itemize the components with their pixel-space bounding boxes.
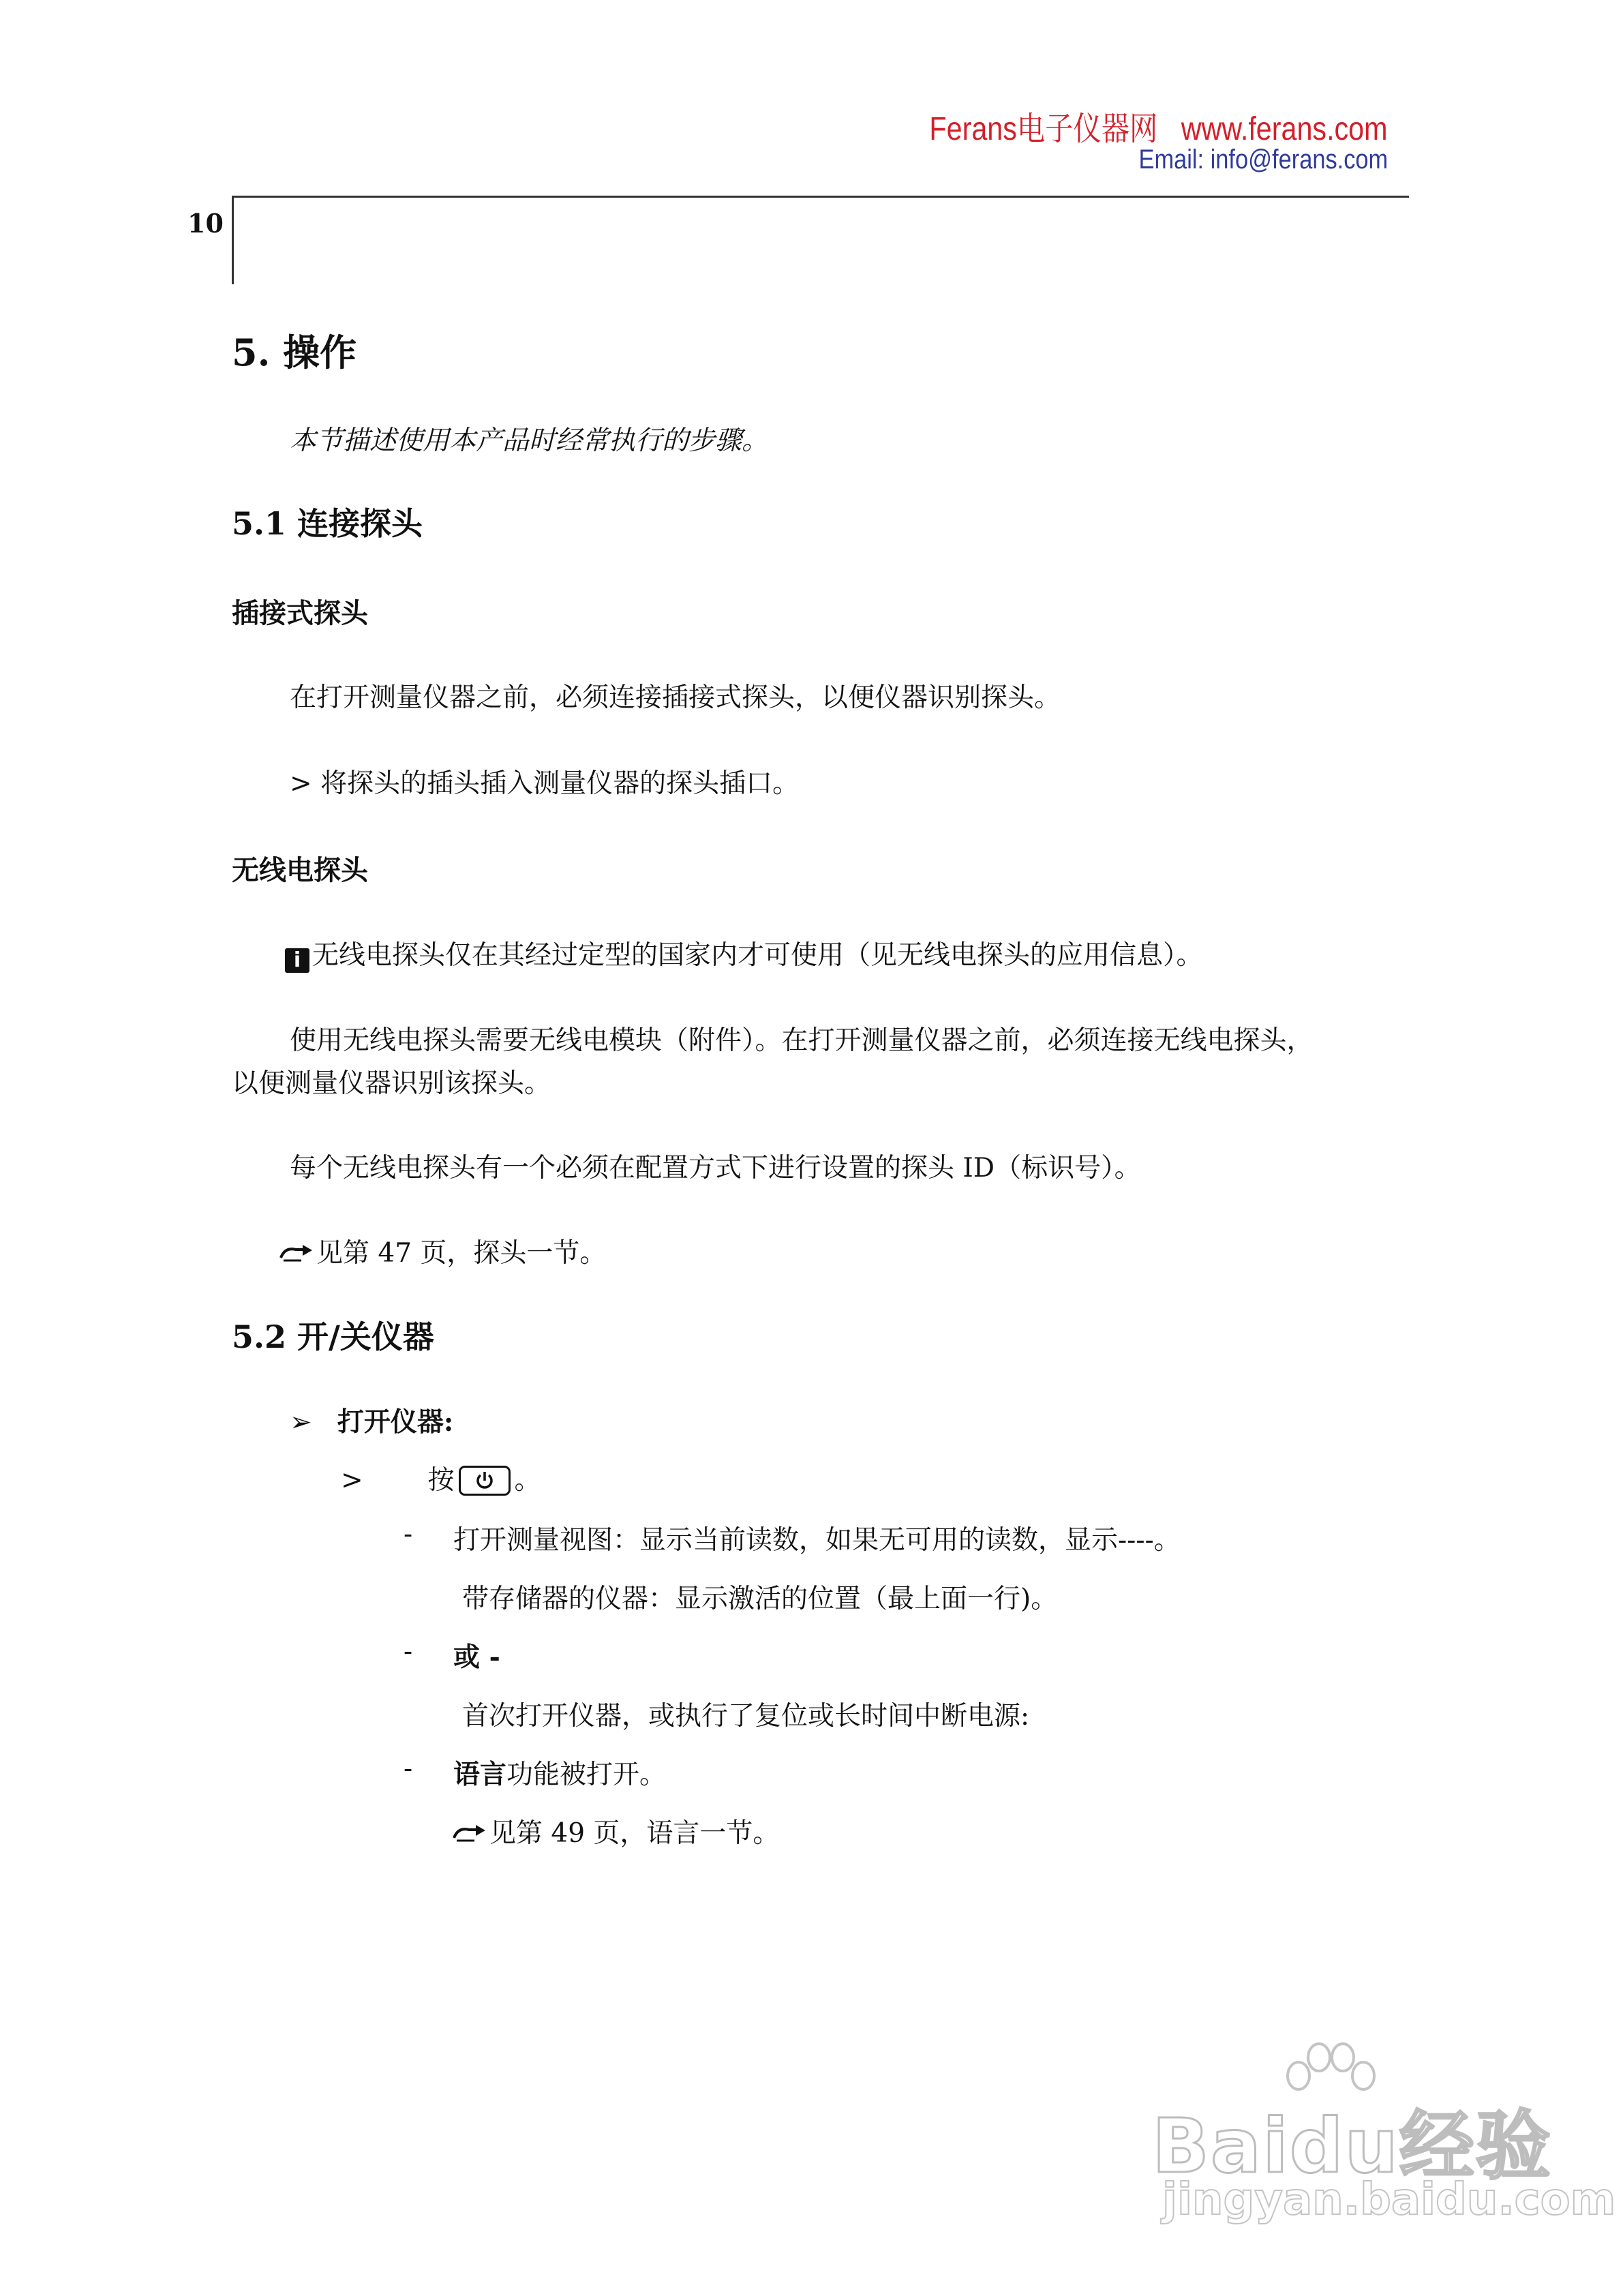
step-marker: >	[341, 1465, 363, 1496]
language-rest: 功能被打开。	[506, 1759, 667, 1790]
bullet-marker: ➢	[290, 1407, 312, 1438]
dash-1: -	[404, 1519, 413, 1550]
memory-instrument-text: 带存储器的仪器：显示激活的位置（最上面一行)。	[462, 1584, 1058, 1614]
dash-3: -	[404, 1753, 413, 1784]
measurement-view-text: 打开测量视图：显示当前读数，如果无可用的读数，显示----。	[453, 1525, 1181, 1556]
info-icon: i	[285, 948, 309, 973]
radio-probe-text-line2: 以便测量仪器识别该探头。	[232, 1068, 551, 1099]
watermark-logo: Baidu经验	[1152, 2102, 1552, 2190]
radio-probe-note	[285, 934, 1203, 973]
section-5-1-title: 5.1 连接探头	[232, 505, 423, 542]
brand-site: www.ferans.com	[1181, 111, 1388, 147]
section-5-2-title: 5.2 开/关仪器	[232, 1318, 434, 1355]
dash-2: -	[404, 1636, 413, 1667]
turn-on-bullet	[290, 1401, 453, 1439]
section-5-intro: 本节描述使用本产品时经常执行的步骤。	[290, 425, 769, 456]
section-5-title: 5. 操作	[232, 331, 357, 374]
radio-probe-id-text: 每个无线电探头有一个必须在配置方式下进行设置的探头 ID（标识号）。	[290, 1153, 1141, 1183]
press-label: 按	[427, 1465, 455, 1496]
margin-rule	[232, 196, 234, 284]
power-key-icon	[459, 1466, 511, 1496]
header-rule	[232, 196, 1409, 198]
reference-arrow-icon	[278, 1243, 316, 1263]
language-reference	[451, 1812, 779, 1850]
probe-reference-text: 见第 47 页，探头一节。	[316, 1238, 607, 1269]
watermark-url: jingyan.baidu.com	[1162, 2175, 1616, 2225]
language-bold: 语言	[453, 1759, 507, 1790]
radio-probe-heading: 无线电探头	[232, 854, 368, 886]
radio-probe-note-text: 无线电探头仅在其经过定型的国家内才可使用（见无线电探头的应用信息）。	[312, 940, 1203, 971]
press-step	[341, 1459, 541, 1497]
or-label: 或 -	[453, 1642, 500, 1673]
radio-probe-text-line1: 使用无线电探头需要无线电模块（附件）。在打开测量仪器之前，必须连接无线电探头，	[290, 1025, 1314, 1056]
page-number: 10	[187, 208, 224, 239]
plugin-probe-text: 在打开测量仪器之前，必须连接插接式探头，以便仪器识别探头。	[290, 682, 1061, 713]
plugin-probe-step: > 将探头的插头插入测量仪器的探头插口。	[290, 768, 800, 799]
language-reference-text: 见第 49 页，语言一节。	[489, 1818, 780, 1849]
power-icon	[475, 1471, 494, 1490]
header-brand	[930, 102, 1388, 149]
plugin-probe-heading: 插接式探头	[232, 597, 368, 629]
turn-on-label: 打开仪器:	[337, 1406, 454, 1438]
press-end: 。	[514, 1465, 541, 1496]
brand-name: Ferans电子仪器网	[929, 111, 1158, 147]
reference-arrow-icon	[451, 1823, 489, 1843]
probe-reference	[278, 1232, 606, 1270]
language-text	[453, 1753, 666, 1792]
first-on-text: 首次打开仪器，或执行了复位或长时间中断电源:	[462, 1701, 1030, 1732]
header-email: Email: info@ferans.com	[1138, 145, 1388, 175]
